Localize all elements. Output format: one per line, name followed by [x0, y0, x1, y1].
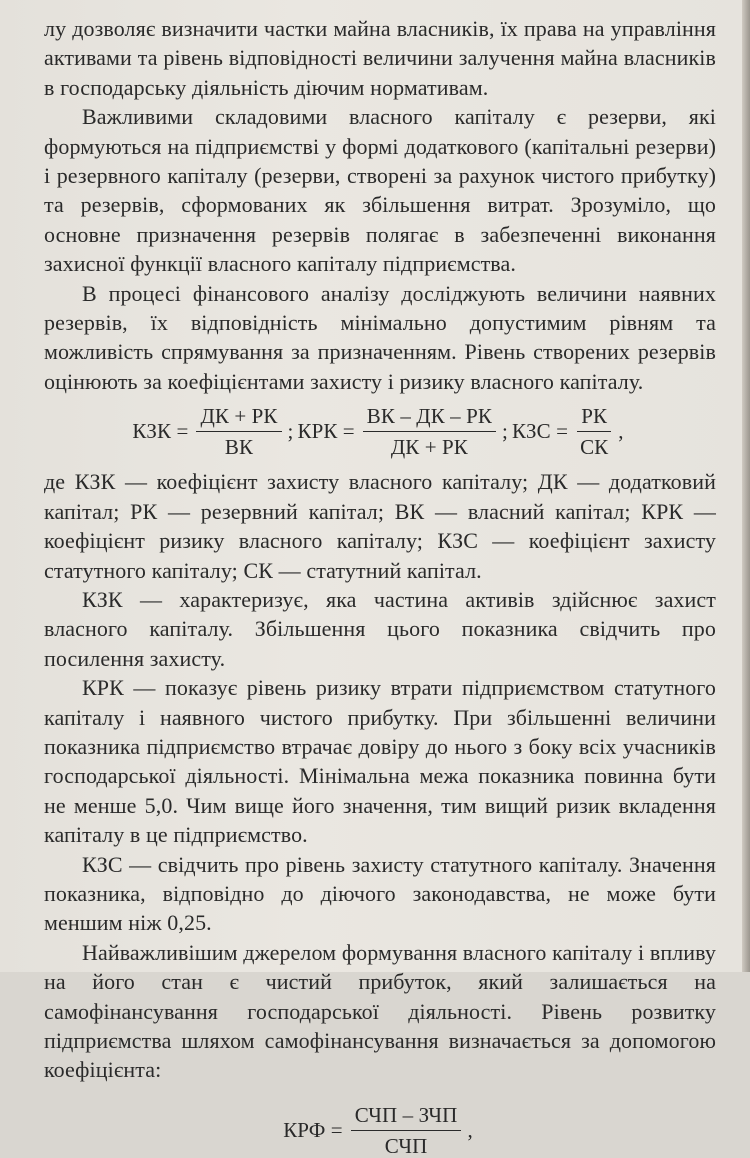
formula-kzk-lhs: КЗК =: [132, 419, 189, 444]
formula-kzs-lhs: КЗС =: [511, 419, 569, 444]
paragraph-definitions: де КЗК — коефіцієнт захисту власного капіталу; ДК — додатковий капітал; РК — резервний капітал; ВК — власний капітал; КРК — коефіцієнт ризику власного капіталу; КЗС — коефіцієнт захисту статутного капіталу; СК — статутний капітал.: [44, 469, 716, 583]
paragraph-2: Важливими складовими власного капіталу є резерви, які формуються на підприємстві у формі додаткового (капітальні резерви) і резервного капіталу (резерви, створені за рахунок чистого прибутку) та резервів, сформованих як збільшення витрат. Зрозуміло, що основне призначення резервів полягає в забезпеченні виконання захисної функції власного капіталу підприємства.: [44, 104, 716, 277]
formula-krf-denominator: СЧП: [384, 1133, 428, 1158]
paragraph-self-financing: Найважливішим джерелом формування власного капіталу і впливу на його стан є чистий прибуток, який залишається на самофінансування господарської діяльності. Рівень розвитку підприємства шляхом самофінансування визначається за допомогою коефіцієнта:: [44, 939, 716, 1083]
page-edge: [742, 0, 750, 972]
formula-krk-numerator: ВК – ДК – РК: [363, 404, 496, 432]
formula-krf-lhs: КРФ =: [283, 1117, 343, 1142]
formula-capital-ratios: [44, 404, 716, 459]
formula-kzk-fraction: [196, 404, 281, 459]
formula-krf: [44, 1103, 716, 1158]
formula-kzs-denominator: СК: [580, 435, 609, 460]
formula-krk-fraction: [363, 404, 496, 459]
formula-kzk-numerator: ДК + РК: [196, 404, 281, 432]
page-text: [44, 14, 716, 1158]
formula-kzk-denominator: ВК: [224, 435, 254, 460]
paragraph-krk: КРК — показує рівень ризику втрати підприємством статутного капіталу і наявного чистого прибутку. При збільшенні величини показника підприємство втрачає довіру до нього з боку всіх учасників господарської діяльності. Мінімальна межа показника повинна бути не менше 5,0. Чим вище його значення, тим вищий ризик вкладення капіталу в це підприємство.: [44, 675, 716, 848]
formula-kzk-separator: ;: [287, 419, 294, 444]
formula-kzs-separator: ,: [618, 419, 624, 444]
paragraph-3: В процесі фінансового аналізу досліджують величини наявних резервів, їх відповідність мінімально допустимим рівням та можливість спрямування за призначенням. Рівень створених резервів оцінюють за коефіцієнтами захисту і ризику власного капіталу.: [44, 280, 716, 394]
formula-krk-lhs: КРК =: [297, 419, 355, 444]
formula-krf-fraction: [351, 1103, 462, 1158]
paragraph-1: лу дозволяє визначити частки майна власників, їх права на управління активами та рівень відповідності величини залучення майна власників в господарську діяльність діючим нормативам.: [44, 16, 716, 100]
paragraph-kzs: КЗС — свідчить про рівень захисту статутного капіталу. Значення показника, відповідно до діючого законодавства, не може бути меншим ніж 0,25.: [44, 851, 716, 936]
formula-kzs-fraction: [576, 404, 612, 459]
formula-krf-separator: ,: [467, 1117, 473, 1142]
formula-krf-numerator: СЧП – ЗЧП: [351, 1103, 462, 1131]
paragraph-kzk: КЗК — характеризує, яка частина активів здійснює захист власного капіталу. Збільшення цього показника свідчить про посилення захисту.: [44, 586, 716, 671]
formula-krk-denominator: ДК + РК: [390, 435, 468, 460]
formula-krk-separator: ;: [502, 419, 508, 444]
formula-kzs-numerator: РК: [577, 404, 611, 432]
